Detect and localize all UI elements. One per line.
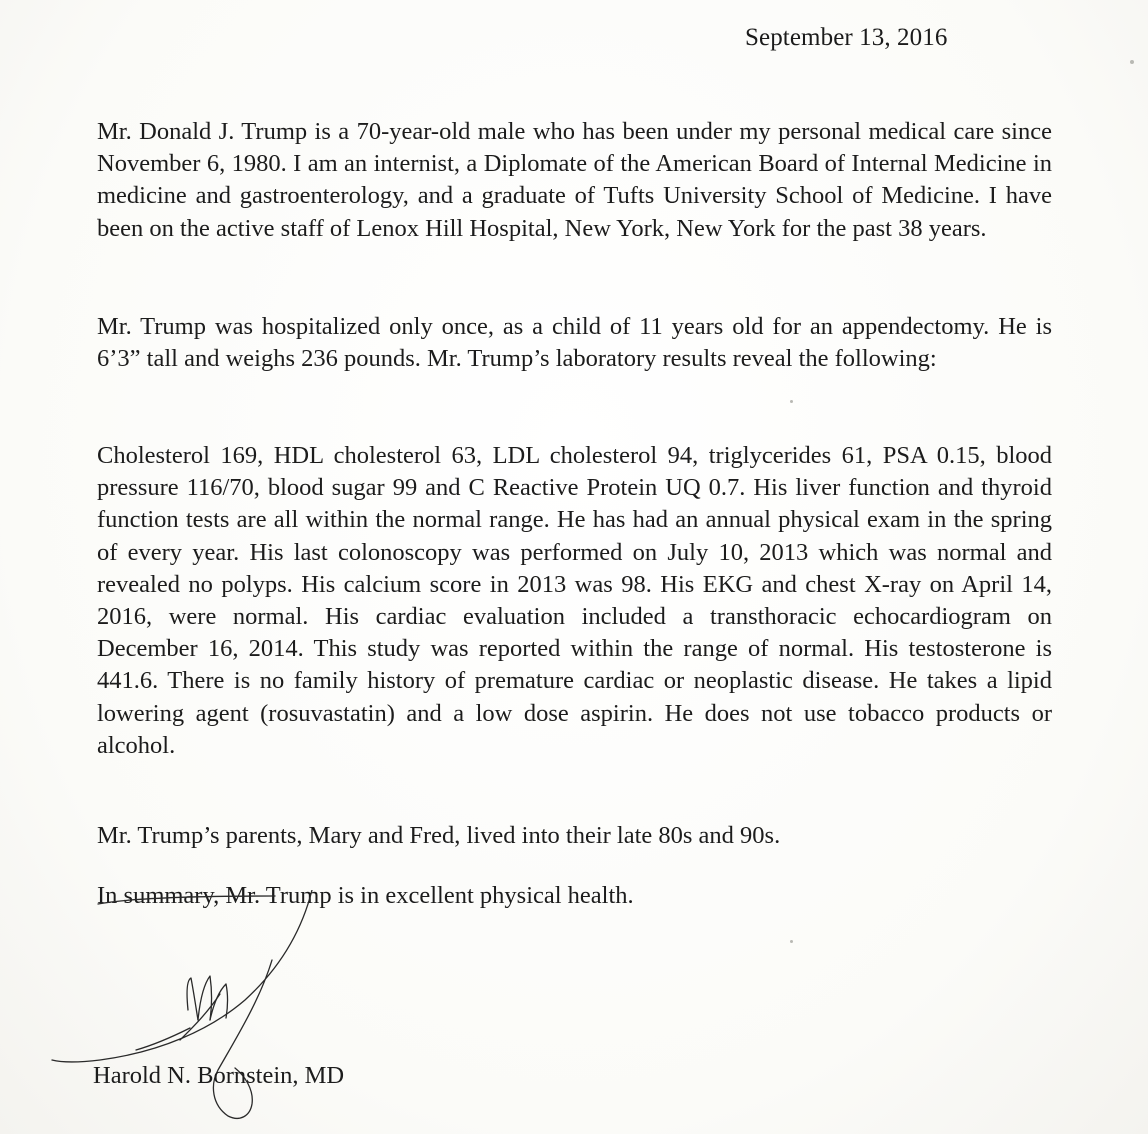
paper-speck	[1130, 60, 1134, 64]
signer-name: Harold N. Bornstein, MD	[93, 1062, 345, 1089]
paper-speck	[790, 400, 793, 403]
paragraph-history: Mr. Trump was hospitalized only once, as a child of 11 years old for an appendectomy. He is 6’3” tall and weighs 236 pounds. Mr. Trump’s laboratory results reveal the following:	[97, 313, 1052, 373]
handwritten-signature-icon	[40, 890, 340, 1130]
paragraph-parents: Mr. Trump’s parents, Mary and Fred, lived into their late 80s and 90s.	[97, 822, 781, 849]
letter-date: September 13, 2016	[745, 24, 948, 51]
paragraph-summary: In summary, Mr. Trump is in excellent physical health.	[97, 882, 634, 909]
paragraph-lab-results: Cholesterol 169, HDL cholesterol 63, LDL cholesterol 94, triglycerides 61, PSA 0.15, blood pressure 116/70, blood sugar 99 and C Reactive Protein UQ 0.7. His liver function and thyroid function tests are all within the normal range. He has had an annual physical exam in the spring of every year. His last colonoscopy was performed on July 10, 2013 which was normal and revealed no polyps. His calcium score in 2013 was 98. His EKG and chest X-ray on April 14, 2016, were normal. His cardiac evaluation included a transthoracic echocardiogram on December 16, 2014. This study was reported within the range of normal. His testosterone is 441.6. There is no family history of premature cardiac or neoplastic disease. He takes a lipid lowering agent (rosuvastatin) and a low dose aspirin. He does not use tobacco products or alcohol.	[97, 442, 1052, 759]
paper-speck	[790, 940, 793, 943]
paragraph-background: Mr. Donald J. Trump is a 70-year-old male who has been under my personal medical care since November 6, 1980. I am an internist, a Diplomate of the American Board of Internal Medicine in medicine and gastroenterology, and a graduate of Tufts University School of Medicine. I have been on the active staff of Lenox Hill Hospital, New York, New York for the past 38 years.	[97, 118, 1052, 242]
